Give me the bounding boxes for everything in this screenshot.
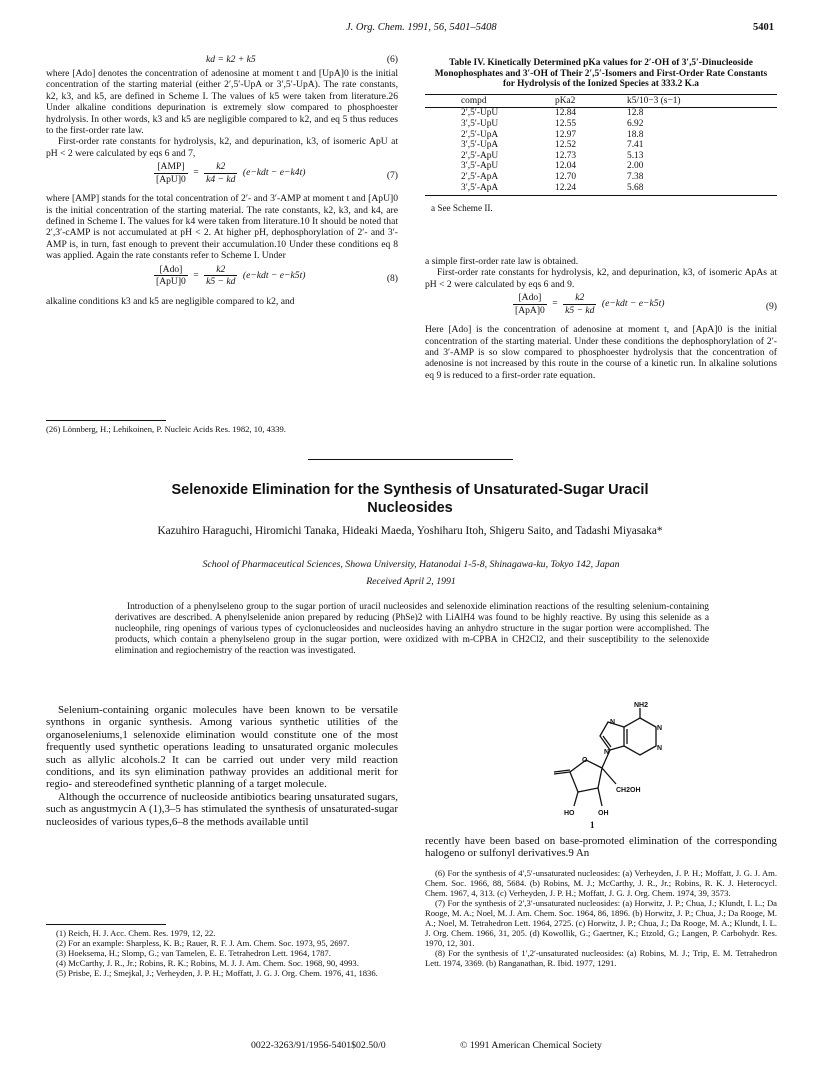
oh-label: OH: [598, 810, 609, 817]
eq8-exponential: (e−kdt − e−k5t): [242, 269, 306, 281]
footnote: (5) Prisbe, E. J.; Smejkal, J.; Verheyden, J. P. H.; Moffatt, J. G. J. Org. Chem. 1976, 41, 1836.: [56, 968, 378, 978]
equation-7-number: (7): [386, 170, 398, 182]
eq8-lhs-numerator: [Ado]: [154, 264, 188, 276]
paragraph: where [Ado] denotes the concentration of adenosine at moment t and [UpA]0 is the initial concentration of the starting material (either 2′,5′-UpA or 3′,5′-UpA). The rate constants, k2, k3, and k5, are defined in Scheme I. The values of k5 were taken from literature.26 Under alkaline conditions depurination is extremely slow compared to phosphoester hydrolysis. In other words, k3 and k5 are negligible compared to k2, and eq 5 thus reduces to the first-order rate law.: [46, 68, 398, 137]
eq7-lhs-denominator: [ApU]0: [156, 173, 186, 185]
table-cell: 3′,5′-UpA: [461, 140, 499, 151]
equation-9-number: (9): [765, 301, 777, 313]
table-header-row: [425, 94, 777, 108]
footnote: (4) McCarthy, J. R., Jr.; Robins, R. K.; Robins, M. J. J. Am. Chem. Soc. 1968, 90, 4993.: [56, 958, 359, 968]
table-cell: 12.73: [555, 150, 577, 161]
n-label: N: [657, 745, 663, 752]
n-label: N: [604, 749, 610, 756]
paragraph: Selenium-containing organic molecules have been known to be versatile synthons in organic synthesis. Among various synthetic utilities of the organoseleniums,1 selenoxide elimination would constitute one of the most frequently used synthetic operations leading to unsaturated organic molecules such as allylic alcohols.2 It can be carried out under very mild reaction conditions, and its syn elimination pathway provides an additional merit for regio- and stereodefined synthetic planning of a target molecule.: [46, 704, 398, 791]
table-row: [425, 172, 777, 183]
table-cell: 12.24: [555, 182, 577, 193]
footnotes-right: [425, 868, 777, 968]
page-number: 5401: [753, 22, 774, 33]
column-header: pKa2: [555, 94, 627, 108]
table-cell: 5.13: [627, 150, 644, 161]
footnote-rule: [46, 924, 166, 925]
ho-bond: [574, 792, 578, 806]
author-list: Kazuhiro Haraguchi, Hiromichi Tanaka, Hideaki Maeda, Yoshiharu Itoh, Shigeru Saito, and Tadashi Miyasaka*: [157, 525, 663, 537]
table-caption: Table IV. Kinetically Determined pKa values for 2′-OH of 3′,5′-Dinucleoside Monophosphates and 3′-OH of Their 2′,5′-Isomers and First-Order Rate Constants for Hydrolysis of the Ionized Species at 333.2 K.a: [434, 58, 768, 90]
equation-6-body: kd = k2 + k5: [206, 54, 256, 65]
table-row: [425, 151, 777, 162]
eq9-exponential: (e−kdt − e−k5t): [601, 298, 665, 310]
paragraph: where [AMP] stands for the total concentration of 2′- and 3′-AMP at moment t and [ApU]0 is the initial concentration of the starting material. The rate constants, k2, k3, and k4, are defined in Scheme I. The values for k4 were taken from literature.10 It should be noted that 2′,3′-cAMP is not accumulated at pH < 2. At higher pH, dephosphorylation of 2′- and 3′-AMP is, in turn, fast enough to prevent their accumulation.10 Under these conditions eq 8 was applied. Again the rate constants refer to Scheme I. Under: [46, 193, 398, 262]
equation-6-number: (6): [386, 54, 398, 65]
eq8-rhs-numerator: k2: [204, 264, 237, 276]
oh-bond: [598, 788, 602, 806]
eq8-rhs-denominator: k5 − kd: [206, 276, 236, 288]
data-table: [425, 94, 777, 193]
eq7-exponential: (e−kdt − e−k4t): [242, 167, 306, 179]
table-cell: 12.55: [555, 118, 577, 129]
paragraph: First-order rate constants for hydrolysis, k2, and depurination, k3, of isomeric ApU at pH < 2 were calculated by eqs 6 and 7,: [46, 136, 398, 159]
table-cell: 3′,5′-ApU: [461, 161, 499, 172]
right-column-top: [425, 256, 777, 381]
body-left: [46, 704, 398, 828]
n-label: N: [610, 719, 616, 726]
nh2-label: NH2: [634, 702, 649, 709]
table-cell: 3′,5′-UpU: [461, 118, 499, 129]
table-row: [425, 119, 777, 130]
ho-label: HO: [564, 810, 575, 817]
footnote: (3) Hoeksema, H.; Slomp, G.; van Tamelen, E. E. Tetrahedron Lett. 1964, 1787.: [56, 948, 331, 958]
table-row: [425, 108, 777, 119]
footnotes-left: [46, 928, 398, 978]
equation-7: $\frac{\text{[AMP]}}{\text{[ApU]0}}$ = $\frac{k2}{k4 - kd}$ (e−kdt − e−k4t) (7): [156, 161, 398, 185]
pyrimidine-ring: [624, 718, 656, 755]
eq9-lhs-numerator: [Ado]: [513, 292, 547, 304]
paragraph: Although the occurrence of nucleoside antibiotics bearing unsaturated sugars, such as angustmycin A (1),3–5 has stimulated the synthesis of unsaturated-sugar nucleosides of various types,6–8 the methods available until: [46, 790, 398, 828]
footnote: (2) For an example: Sharpless, K. B.; Rauer, R. F. J. Am. Chem. Soc. 1973, 95, 2697.: [56, 938, 350, 948]
article-title: Selenoxide Elimination for the Synthesis of Unsaturated-Sugar Uracil Nucleosides: [171, 482, 649, 516]
table-cell: 2′,5′-UpU: [461, 108, 499, 119]
footnote: (7) For the synthesis of 2′,3′-unsaturated nucleosides: (a) Horwitz, J. P.; Chua, J.; Klundt, I. L.; Da Rooge, M. A.; Noel, M. J. Am. Chem. Soc. 1964, 86, 1896. (b) Horwitz, J. P.; Chua, J.; Da Rooge, M. A.; Noel, M. Tetrahedron Lett. 1964, 2725. (c) Horwitz, J. P.; Chua, J.; Da Rooge, M. A.; Klundt, I. L. J. Org. Chem. 1966, 31, 205. (d) Kowollik, G.; Gaertner, K.; Etzold, G.; Langen, P. Carbohydr. Res. 1970, 12, 301.: [425, 898, 777, 948]
table-cell: 2′,5′-UpA: [461, 129, 499, 140]
table-cell: 12.70: [555, 171, 577, 182]
table-cell: 2.00: [627, 161, 644, 172]
table-cell: 3′,5′-ApA: [461, 182, 499, 193]
table-row: [425, 183, 777, 194]
table-row: [425, 130, 777, 141]
ch2oh-label: CH2OH: [616, 787, 641, 794]
footnote-rule: [46, 420, 166, 421]
table-cell: 12.97: [555, 129, 577, 140]
table-footnote: a See Scheme II.: [431, 203, 493, 214]
table-cell: 12.52: [555, 140, 577, 151]
eq9-lhs-denominator: [ApA]0: [515, 304, 545, 316]
angustmycin-structure: [500, 700, 700, 830]
compound-number: 1: [590, 820, 595, 830]
paragraph: recently have been based on base-promoted elimination of the corresponding halogeno or sulfonyl derivatives.9 An: [425, 835, 777, 860]
ch2oh-bond: [602, 768, 616, 784]
table-cell: 12.84: [555, 108, 577, 119]
body-right: [425, 835, 777, 860]
furanose-ring: [570, 760, 602, 792]
paragraph: alkaline conditions k3 and k5 are negligible compared to k2, and: [46, 295, 295, 307]
eq7-rhs-numerator: k2: [204, 161, 237, 173]
equation-8: $\frac{\text{[Ado]}}{\text{[ApU]0}}$ = $\frac{k2}{k5 - kd}$ (e−kdt − e−k5t) (8): [156, 263, 398, 288]
eq9-rhs-denominator: k5 − kd: [565, 304, 595, 316]
footnote-26: (26) Lönnberg, H.; Lehikoinen, P. Nucleic Acids Res. 1982, 10, 4339.: [46, 424, 286, 434]
table-bottom-rule: [425, 195, 777, 196]
abstract: Introduction of a phenylseleno group to the sugar portion of uracil nucleosides and selenoxide elimination reactions of the resulting selenium-containing derivatives are described. A phenylselenide anion prepared by reducing (PhSe)2 with LiAlH4 was found to be highly reactive. By using this selenide as a nucleophile, ring openings of various types of cyclonucleosides and nucleosides having an anhydro structure in the sugar portion were accomplished. The products, which contain a phenylseleno group in the sugar portion, were oxidized with m-CPBA in CH2Cl2, and their susceptibility to the selenoxide elimination and regiochemistry of the reaction was investigated.: [115, 602, 709, 656]
table-cell: 6.92: [627, 118, 644, 129]
footnote: (8) For the synthesis of 1′,2′-unsaturated nucleosides: (a) Robins, M. J.; Trip, E. M. Tetrahedron Lett. 1974, 3369. (b) Ranganathan, R. Ibid. 1977, 1291.: [425, 948, 777, 968]
equation-6: [46, 54, 398, 68]
column-header: compd: [425, 94, 555, 108]
table-cell: 7.38: [627, 171, 644, 182]
column-header: k5/10−3 (s−1): [627, 94, 777, 108]
table-cell: 7.41: [627, 140, 644, 151]
footnote: (6) For the synthesis of 4′,5′-unsaturated nucleosides: (a) Verheyden, J. P. H.; Moffatt, J. G. J. Am. Chem. Soc. 1966, 88, 5684. (b) Robins, M. J.; McCarthy, J. R., Jr.; Robins, R. K. J. Heterocycl. Chem. 1967, 4, 313. (c) Verheyden, J. P. H.; Moffatt, J. G. J. Org. Chem. 1974, 39, 3573.: [425, 868, 777, 898]
copyright: © 1991 American Chemical Society: [460, 1040, 602, 1051]
running-header: [46, 22, 774, 36]
table-cell: 5.68: [627, 182, 644, 193]
equation-8-number: (8): [386, 272, 398, 284]
section-separator: [308, 459, 513, 460]
paragraph: First-order rate constants for hydrolysis, k2, and depurination, k3, of isomeric ApAs at pH < 2 were calculated by eqs 6 and 9.: [425, 267, 777, 290]
equation-9: $\frac{\text{[Ado]}}{\text{[ApA]0}}$ = $\frac{k2}{k5 - kd}$ (e−kdt − e−k5t) (9): [515, 292, 777, 316]
eq8-lhs-denominator: [ApU]0: [156, 276, 186, 288]
eq7-rhs-denominator: k4 − kd: [206, 173, 236, 185]
table-cell: 2′,5′-ApU: [461, 150, 499, 161]
table-cell: 12.04: [555, 161, 577, 172]
eq7-lhs-numerator: [AMP]: [154, 161, 188, 173]
issn-code: 0022-3263/91/1956-5401$02.50/0: [251, 1040, 386, 1051]
table-row: [425, 161, 777, 172]
table-cell: 18.8: [627, 129, 644, 140]
paragraph: Here [Ado] is the concentration of adenosine at moment t, and [ApA]0 is the initial concentration of the starting material. Under these conditions the dephosphorylation of 2′- and 3′-AMP is so slow compared to phosphoester hydrolysis that the concentration of adenosine is not increased by this route in the course of a kinetic run. In alkaline solutions eq 9 is reduced to a first-order rate equation.: [425, 324, 777, 381]
footnote: (1) Reich, H. J. Acc. Chem. Res. 1979, 12, 22.: [56, 928, 216, 938]
affiliation: School of Pharmaceutical Sciences, Showa University, Hatanodai 1-5-8, Shinagawa-ku, Tokyo 142, Japan: [202, 559, 620, 570]
n-label: N: [657, 725, 663, 732]
table-row: [425, 140, 777, 151]
eq9-rhs-numerator: k2: [563, 292, 596, 304]
left-column-top: [46, 54, 398, 307]
table-cell: 12.8: [627, 108, 644, 119]
o-label: O: [582, 757, 588, 764]
journal-citation: J. Org. Chem. 1991, 56, 5401–5408: [346, 22, 497, 33]
received-date: Received April 2, 1991: [366, 576, 456, 587]
table-iv: [425, 58, 777, 215]
table-cell: 2′,5′-ApA: [461, 171, 499, 182]
paragraph: a simple first-order rate law is obtained.: [425, 256, 579, 267]
